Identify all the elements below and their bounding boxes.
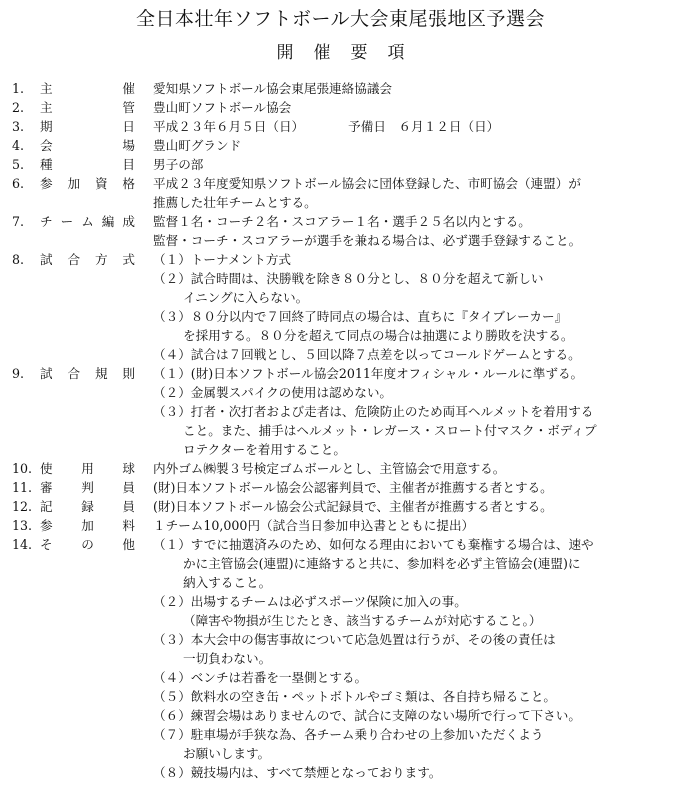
item-label-char: 審 — [40, 480, 53, 495]
list-row — [0, 478, 681, 497]
item-label — [40, 497, 135, 516]
list-row — [0, 535, 681, 554]
item-value: 推薦した壮年チームとする。 — [153, 195, 317, 210]
spare-date-label: 予備日 — [348, 119, 386, 134]
sub-item-text: 試合は７回戦とし、５回以降７点差を以ってコールドゲームとする。 — [190, 347, 581, 362]
item-label-char: 用 — [81, 461, 94, 476]
sub-item-number: （６） — [153, 708, 191, 723]
item-label — [40, 212, 135, 231]
sub-item — [153, 706, 581, 725]
item-number: 12. — [12, 499, 33, 514]
spare-date-value: ６月１２日（日） — [398, 119, 500, 134]
sub-item-continuation: ロテクターを着用すること。 — [183, 442, 346, 457]
item-label-char: 資 — [94, 176, 108, 191]
item-label-char: 催 — [122, 81, 135, 96]
item-label-char: 員 — [122, 499, 135, 514]
list-row — [0, 554, 681, 573]
list-row — [0, 212, 681, 231]
list-row — [0, 269, 681, 288]
item-label-char: ム — [81, 214, 94, 229]
document-subtitle: 開催要項 — [276, 43, 425, 63]
sub-item-continuation: 一切負わない。 — [183, 651, 272, 666]
list-row — [0, 630, 681, 649]
sub-item-number: （１） — [153, 252, 191, 267]
item-label-char: 式 — [122, 252, 135, 267]
list-row — [0, 98, 681, 117]
item-label-char: 場 — [122, 138, 135, 153]
list-row — [0, 326, 681, 345]
item-label-char: 種 — [40, 157, 53, 172]
list-row — [0, 79, 681, 98]
sub-item-number: （３） — [153, 404, 191, 419]
item-number: 11. — [12, 480, 33, 495]
list-row — [0, 174, 681, 193]
item-value: 男子の部 — [153, 157, 204, 172]
item-label-char: 録 — [81, 499, 94, 514]
list-row — [0, 364, 681, 383]
item-number: 7. — [12, 214, 25, 229]
sub-item — [153, 725, 543, 744]
list-row — [0, 668, 681, 687]
list-row — [0, 250, 681, 269]
item-number: 5. — [12, 157, 25, 172]
list-row — [0, 155, 681, 174]
list-row — [0, 117, 681, 136]
sub-item-text: 試合時間は、決勝戦を除き８０分とし、８０分を超えて新しい — [190, 271, 544, 286]
sub-item — [153, 383, 392, 402]
item-label — [40, 535, 135, 554]
item-label — [40, 79, 135, 98]
list-row — [0, 383, 681, 402]
list-row — [0, 649, 681, 668]
sub-item — [153, 592, 467, 611]
item-label-char: の — [81, 537, 94, 552]
sub-item — [153, 630, 556, 649]
item-label — [40, 117, 135, 136]
item-value: 内外ゴム㈱製３号検定ゴムボールとし、主管協会で用意する。 — [153, 461, 506, 476]
item-value — [153, 117, 499, 136]
sub-item-number: （３） — [153, 632, 191, 647]
sub-item-text: すでに抽選済みのため、如何なる理由においても棄権する場合は、速や — [190, 537, 594, 552]
item-label-char: そ — [40, 537, 53, 552]
date-value: 平成２３年６月５日（日） — [153, 119, 305, 134]
sub-item-continuation: かに主管協会(連盟)に連絡すると共に、参加料を必ず主管協会(連盟)に — [183, 556, 581, 571]
sub-item-number: （２） — [153, 385, 191, 400]
item-label-char: 期 — [40, 119, 53, 134]
list-row — [0, 573, 681, 592]
list-row — [0, 725, 681, 744]
item-number: 10. — [12, 461, 33, 476]
item-label — [40, 98, 135, 117]
item-number: 3. — [12, 119, 25, 134]
sub-item-continuation: イニングに入らない。 — [183, 290, 309, 305]
item-label-char: ー — [60, 214, 74, 229]
item-value: 監督・コーチ・スコアラーが選手を兼ねる場合は、必ず選手登録すること。 — [153, 233, 582, 248]
list-row — [0, 288, 681, 307]
item-label-char: 主 — [40, 81, 53, 96]
sub-item-number: （８） — [153, 765, 191, 780]
sub-item-number: （２） — [153, 594, 191, 609]
list-row — [0, 402, 681, 421]
item-value: (財)日本ソフトボール協会公式記録員で、主催者が推薦する者とする。 — [153, 499, 553, 514]
sub-item — [153, 269, 543, 288]
item-number: 2. — [12, 100, 25, 115]
sub-item — [153, 345, 581, 364]
sub-item-number: （２） — [153, 271, 191, 286]
sub-item-continuation: を採用する。８０分を超えて同点の場合は抽選により勝敗を決する。 — [183, 328, 574, 343]
sub-item-text: ８０分以内で７回終了時同点の場合は、直ちに『タイブレーカー』 — [190, 309, 568, 324]
list-row — [0, 497, 681, 516]
sub-item — [153, 763, 441, 782]
list-row — [0, 231, 681, 250]
list-row — [0, 345, 681, 364]
item-value: 豊山町ソフトボール協会 — [153, 100, 292, 115]
item-label-char: 参 — [40, 518, 53, 533]
list-row — [0, 136, 681, 155]
item-label-char: 格 — [122, 176, 135, 191]
item-label-char: 料 — [122, 518, 135, 533]
sub-item-text: 打者・次打者および走者は、危険防止のため両耳ヘルメットを着用する — [190, 404, 594, 419]
sub-item-number: （１） — [153, 537, 191, 552]
item-number: 14. — [12, 537, 33, 552]
sub-item-text: ベンチは若番を一塁側とする。 — [190, 670, 368, 685]
item-label-char: 加 — [81, 518, 94, 533]
list-row — [0, 459, 681, 478]
list-row — [0, 516, 681, 535]
item-value: 愛知県ソフトボール協会東尾張連絡協議会 — [153, 81, 393, 96]
sub-item — [153, 364, 583, 383]
item-label-char: 成 — [122, 214, 135, 229]
sub-item-text: 飲料水の空き缶・ペットボトルやゴミ類は、各自持ち帰ること。 — [190, 689, 556, 704]
item-number: 4. — [12, 138, 25, 153]
item-label-char: 則 — [122, 366, 135, 381]
sub-item-continuation: こと。また、捕手はヘルメット・レガース・スロート付マスク・ボディプ — [183, 423, 597, 438]
sub-item-number: （５） — [153, 689, 191, 704]
sub-item-text: 出場するチームは必ずスポーツ保険に加入の事。 — [190, 594, 467, 609]
guidelines-list — [0, 79, 681, 782]
item-number: 9. — [12, 366, 25, 381]
item-label — [40, 478, 135, 497]
list-row — [0, 763, 681, 782]
sub-item-text: 本大会中の傷害事故について応急処置は行うが、その後の責任は — [190, 632, 556, 647]
item-label-char: 会 — [40, 138, 53, 153]
sub-item-number: （４） — [153, 670, 191, 685]
item-label-char: 方 — [94, 252, 108, 267]
list-row — [0, 193, 681, 212]
list-row — [0, 744, 681, 763]
sub-item-text: 駐車場が手狭な為、各チーム乗り合わせの上参加いただくよう — [190, 727, 544, 742]
item-label — [40, 516, 135, 535]
sub-item-number: （４） — [153, 347, 191, 362]
item-label-char: 合 — [67, 252, 81, 267]
item-label-char: 記 — [40, 499, 53, 514]
item-value: 豊山町グランド — [153, 138, 242, 153]
item-label-char: 主 — [40, 100, 53, 115]
item-label-char: 規 — [94, 366, 108, 381]
sub-item-continuation: 納入すること。 — [183, 575, 272, 590]
item-value: １チーム10,000円（試合当日参加申込書とともに提出） — [153, 518, 475, 533]
item-label-char: 加 — [67, 176, 81, 191]
item-label-char: 編 — [101, 214, 115, 229]
list-row — [0, 611, 681, 630]
item-label — [40, 155, 135, 174]
item-label-char: 使 — [40, 461, 53, 476]
item-label-char: 試 — [40, 366, 53, 381]
list-row — [0, 421, 681, 440]
sub-item-continuation: （障害や物損が生じたとき、該当するチームが対応すること。） — [183, 613, 542, 628]
item-label-char: 試 — [40, 252, 53, 267]
sub-item — [153, 250, 291, 269]
sub-item-text: 金属製スパイクの使用は認めない。 — [190, 385, 393, 400]
sub-item — [153, 687, 556, 706]
sub-item-text: 練習会場はありませんので、試合に支障のない場所で行って下さい。 — [190, 708, 581, 723]
item-label-char: チ — [40, 214, 53, 229]
sub-item-continuation: お願いします。 — [183, 746, 271, 761]
sub-item-text: (財)日本ソフトボール協会2011年度オフィシャル・ルールに準ずる。 — [190, 366, 584, 381]
sub-item — [153, 307, 567, 326]
item-label-char: 管 — [122, 100, 135, 115]
sub-item-number: （７） — [153, 727, 191, 742]
list-row — [0, 687, 681, 706]
sub-item — [153, 668, 367, 687]
item-label-char: 日 — [122, 119, 135, 134]
item-label-char: 目 — [122, 157, 135, 172]
list-row — [0, 440, 681, 459]
item-label — [40, 459, 135, 478]
item-label-char: 球 — [122, 461, 135, 476]
item-number: 13. — [12, 518, 33, 533]
item-label — [40, 250, 135, 269]
item-label-char: 員 — [122, 480, 135, 495]
item-label — [40, 364, 135, 383]
list-row — [0, 307, 681, 326]
item-value: (財)日本ソフトボール協会公認審判員で、主催者が推薦する者とする。 — [153, 480, 553, 495]
sub-item — [153, 402, 593, 421]
sub-item-number: （１） — [153, 366, 191, 381]
list-row — [0, 592, 681, 611]
item-label-char: 他 — [122, 537, 135, 552]
item-label-char: 参 — [40, 176, 53, 191]
sub-item-number: （３） — [153, 309, 191, 324]
sub-item — [153, 535, 594, 554]
item-number: 8. — [12, 252, 25, 267]
item-label — [40, 136, 135, 155]
sub-item-text: トーナメント方式 — [190, 252, 292, 267]
item-label-char: 合 — [67, 366, 81, 381]
document-title: 全日本壮年ソフトボール大会東尾張地区予選会 — [135, 8, 546, 30]
item-value: 監督１名・コーチ２名・スコアラー１名・選手２５名以内とする。 — [153, 214, 531, 229]
item-label-char: 判 — [81, 480, 94, 495]
item-value: 平成２３年度愛知県ソフトボール協会に団体登録した、市町協会（連盟）が — [153, 176, 581, 191]
item-number: 6. — [12, 176, 25, 191]
item-label — [40, 174, 135, 193]
sub-item-text: 競技場内は、すべて禁煙となっております。 — [190, 765, 442, 780]
list-row — [0, 706, 681, 725]
item-number: 1. — [12, 81, 25, 96]
